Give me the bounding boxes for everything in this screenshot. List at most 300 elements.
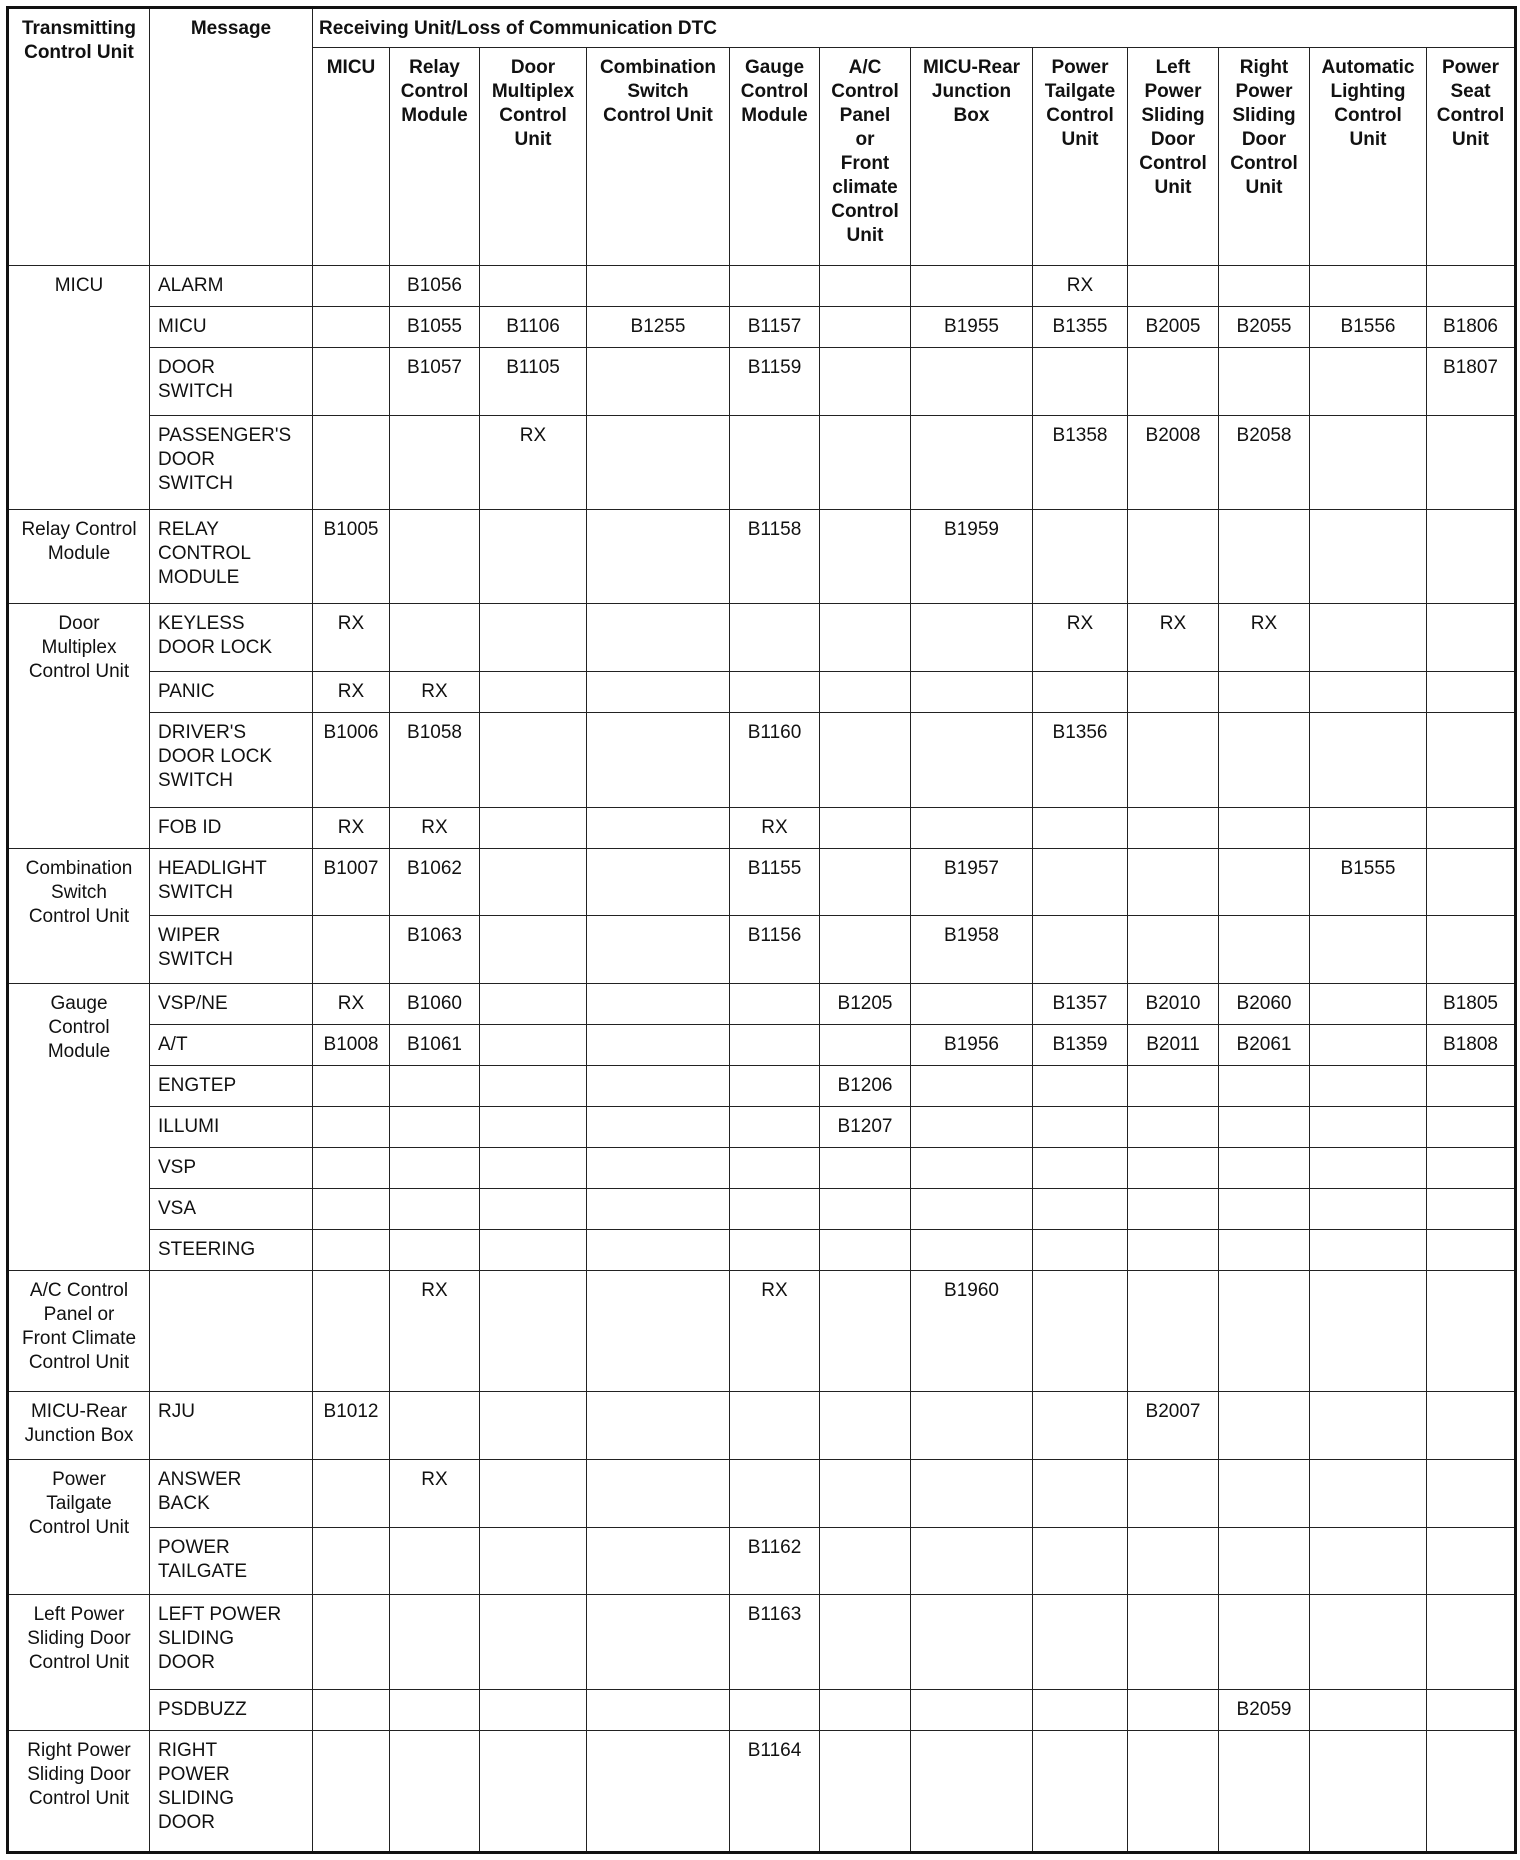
dtc-cell bbox=[1427, 1230, 1516, 1271]
dtc-cell bbox=[911, 415, 1033, 509]
dtc-cell bbox=[480, 1392, 587, 1460]
dtc-cell: B1205 bbox=[820, 983, 911, 1024]
dtc-cell: B1106 bbox=[480, 307, 587, 348]
dtc-cell bbox=[1427, 1392, 1516, 1460]
dtc-cell bbox=[1427, 1730, 1516, 1852]
dtc-cell bbox=[730, 672, 820, 713]
dtc-cell: B1555 bbox=[1310, 848, 1427, 916]
dtc-cell bbox=[480, 807, 587, 848]
transmitting-unit-cell: MICU-Rear Junction Box bbox=[8, 1392, 150, 1460]
dtc-cell: B1355 bbox=[1033, 307, 1128, 348]
table-row bbox=[8, 604, 1516, 672]
dtc-cell: B2058 bbox=[1219, 415, 1310, 509]
dtc-cell bbox=[480, 1148, 587, 1189]
dtc-cell bbox=[1128, 1189, 1219, 1230]
dtc-cell bbox=[587, 1107, 730, 1148]
dtc-cell bbox=[1128, 510, 1219, 604]
dtc-cell bbox=[730, 604, 820, 672]
receiving-unit-col-header: Combination Switch Control Unit bbox=[587, 48, 730, 266]
dtc-cell bbox=[1033, 1230, 1128, 1271]
table-row bbox=[8, 807, 1516, 848]
dtc-cell bbox=[1310, 1392, 1427, 1460]
dtc-cell bbox=[1310, 807, 1427, 848]
dtc-cell: B1160 bbox=[730, 713, 820, 807]
dtc-cell bbox=[587, 348, 730, 416]
dtc-cell bbox=[1310, 1107, 1427, 1148]
dtc-cell bbox=[730, 1107, 820, 1148]
message-cell: RELAY CONTROL MODULE bbox=[150, 510, 313, 604]
dtc-cell: RX bbox=[390, 672, 480, 713]
dtc-cell bbox=[313, 415, 390, 509]
dtc-cell bbox=[1033, 348, 1128, 416]
dtc-cell bbox=[820, 1527, 911, 1595]
dtc-cell bbox=[587, 1459, 730, 1527]
message-cell: PANIC bbox=[150, 672, 313, 713]
dtc-cell bbox=[587, 1527, 730, 1595]
dtc-cell bbox=[820, 1189, 911, 1230]
dtc-cell bbox=[390, 1527, 480, 1595]
message-cell: KEYLESS DOOR LOCK bbox=[150, 604, 313, 672]
dtc-cell bbox=[911, 807, 1033, 848]
dtc-cell bbox=[480, 604, 587, 672]
receiving-unit-col-header: MICU-Rear Junction Box bbox=[911, 48, 1033, 266]
dtc-cell: B1155 bbox=[730, 848, 820, 916]
dtc-cell bbox=[480, 983, 587, 1024]
dtc-cell: RX bbox=[730, 1271, 820, 1392]
dtc-cell bbox=[1310, 1730, 1427, 1852]
dtc-cell: B1206 bbox=[820, 1066, 911, 1107]
dtc-cell bbox=[1219, 1148, 1310, 1189]
dtc-cell: RX bbox=[1033, 266, 1128, 307]
message-cell: FOB ID bbox=[150, 807, 313, 848]
message-cell: RIGHT POWER SLIDING DOOR bbox=[150, 1730, 313, 1852]
dtc-cell bbox=[1310, 1189, 1427, 1230]
dtc-cell bbox=[730, 415, 820, 509]
dtc-cell bbox=[1219, 1230, 1310, 1271]
dtc-cell bbox=[390, 1107, 480, 1148]
dtc-cell bbox=[390, 1689, 480, 1730]
dtc-cell: B1056 bbox=[390, 266, 480, 307]
dtc-cell: B1058 bbox=[390, 713, 480, 807]
dtc-cell bbox=[480, 1024, 587, 1065]
dtc-cell bbox=[1033, 848, 1128, 916]
table-row bbox=[8, 1595, 1516, 1689]
dtc-cell bbox=[1033, 1730, 1128, 1852]
dtc-cell bbox=[390, 510, 480, 604]
dtc-cell bbox=[1427, 604, 1516, 672]
dtc-cell bbox=[820, 1024, 911, 1065]
message-cell: PSDBUZZ bbox=[150, 1689, 313, 1730]
dtc-cell bbox=[730, 1024, 820, 1065]
dtc-cell bbox=[820, 307, 911, 348]
dtc-cell bbox=[1219, 1595, 1310, 1689]
receiving-unit-col-header: Gauge Control Module bbox=[730, 48, 820, 266]
dtc-cell bbox=[1219, 1392, 1310, 1460]
dtc-cell bbox=[911, 713, 1033, 807]
dtc-cell bbox=[313, 1189, 390, 1230]
dtc-cell: RX bbox=[1128, 604, 1219, 672]
dtc-cell bbox=[1427, 672, 1516, 713]
dtc-cell bbox=[1219, 1271, 1310, 1392]
dtc-cell: B1006 bbox=[313, 713, 390, 807]
dtc-cell: B2005 bbox=[1128, 307, 1219, 348]
dtc-cell: B1105 bbox=[480, 348, 587, 416]
transmitting-unit-cell: Door Multiplex Control Unit bbox=[8, 604, 150, 848]
dtc-cell bbox=[1219, 266, 1310, 307]
dtc-cell bbox=[480, 1230, 587, 1271]
table-row bbox=[8, 848, 1516, 916]
dtc-cell bbox=[911, 348, 1033, 416]
dtc-cell bbox=[587, 266, 730, 307]
dtc-cell bbox=[911, 983, 1033, 1024]
dtc-cell: B1159 bbox=[730, 348, 820, 416]
dtc-cell bbox=[1033, 916, 1128, 984]
message-cell: DRIVER'S DOOR LOCK SWITCH bbox=[150, 713, 313, 807]
dtc-cell bbox=[313, 1459, 390, 1527]
dtc-cell bbox=[480, 1066, 587, 1107]
table-row bbox=[8, 1730, 1516, 1852]
dtc-cell bbox=[1427, 848, 1516, 916]
dtc-cell bbox=[1310, 983, 1427, 1024]
dtc-cell: B1805 bbox=[1427, 983, 1516, 1024]
table-row bbox=[8, 713, 1516, 807]
dtc-cell bbox=[911, 604, 1033, 672]
dtc-cell bbox=[820, 510, 911, 604]
dtc-cell bbox=[1310, 1148, 1427, 1189]
dtc-cell bbox=[1427, 1271, 1516, 1392]
dtc-cell bbox=[730, 983, 820, 1024]
dtc-cell bbox=[587, 415, 730, 509]
dtc-cell bbox=[313, 348, 390, 416]
dtc-cell bbox=[390, 1392, 480, 1460]
dtc-cell bbox=[480, 1189, 587, 1230]
dtc-cell bbox=[587, 848, 730, 916]
dtc-cell: B1163 bbox=[730, 1595, 820, 1689]
dtc-cell bbox=[911, 1730, 1033, 1852]
dtc-cell bbox=[587, 1024, 730, 1065]
dtc-cell bbox=[1310, 604, 1427, 672]
dtc-cell bbox=[1310, 415, 1427, 509]
dtc-table bbox=[6, 6, 1517, 1854]
dtc-cell bbox=[911, 1689, 1033, 1730]
dtc-cell: B1162 bbox=[730, 1527, 820, 1595]
dtc-cell bbox=[911, 1066, 1033, 1107]
message-cell: HEADLIGHT SWITCH bbox=[150, 848, 313, 916]
dtc-cell bbox=[313, 1730, 390, 1852]
dtc-cell bbox=[1128, 348, 1219, 416]
dtc-cell: RX bbox=[480, 415, 587, 509]
dtc-cell bbox=[911, 1107, 1033, 1148]
dtc-cell bbox=[1427, 807, 1516, 848]
message-header: Message bbox=[150, 8, 313, 266]
dtc-cell bbox=[313, 1527, 390, 1595]
table-row bbox=[8, 348, 1516, 416]
dtc-cell bbox=[390, 1230, 480, 1271]
table-body bbox=[8, 266, 1516, 1853]
dtc-cell bbox=[911, 1148, 1033, 1189]
dtc-cell bbox=[1128, 1730, 1219, 1852]
receiving-unit-col-header: Automatic Lighting Control Unit bbox=[1310, 48, 1427, 266]
message-cell: ILLUMI bbox=[150, 1107, 313, 1148]
dtc-cell bbox=[820, 348, 911, 416]
dtc-cell bbox=[1128, 266, 1219, 307]
dtc-cell bbox=[1033, 1689, 1128, 1730]
dtc-cell bbox=[820, 848, 911, 916]
dtc-cell bbox=[1219, 1459, 1310, 1527]
dtc-cell bbox=[1310, 510, 1427, 604]
dtc-cell bbox=[1219, 916, 1310, 984]
dtc-cell bbox=[1128, 1066, 1219, 1107]
dtc-cell: B1955 bbox=[911, 307, 1033, 348]
dtc-cell bbox=[1219, 713, 1310, 807]
dtc-cell bbox=[730, 1066, 820, 1107]
dtc-cell: B1005 bbox=[313, 510, 390, 604]
dtc-cell: B2060 bbox=[1219, 983, 1310, 1024]
dtc-cell: B2011 bbox=[1128, 1024, 1219, 1065]
dtc-cell bbox=[587, 1271, 730, 1392]
dtc-cell bbox=[820, 807, 911, 848]
dtc-cell bbox=[1128, 848, 1219, 916]
dtc-cell bbox=[480, 1459, 587, 1527]
dtc-cell bbox=[820, 1595, 911, 1689]
dtc-cell: B1156 bbox=[730, 916, 820, 984]
dtc-cell bbox=[1128, 1689, 1219, 1730]
dtc-cell: B1956 bbox=[911, 1024, 1033, 1065]
dtc-cell: B1164 bbox=[730, 1730, 820, 1852]
dtc-cell bbox=[480, 848, 587, 916]
dtc-cell bbox=[820, 1689, 911, 1730]
dtc-cell bbox=[820, 266, 911, 307]
dtc-cell bbox=[730, 1689, 820, 1730]
dtc-cell: RX bbox=[313, 672, 390, 713]
message-cell: VSA bbox=[150, 1189, 313, 1230]
message-cell: ENGTEP bbox=[150, 1066, 313, 1107]
dtc-cell bbox=[730, 1459, 820, 1527]
dtc-cell bbox=[1427, 1189, 1516, 1230]
dtc-cell bbox=[911, 1527, 1033, 1595]
dtc-cell bbox=[1219, 807, 1310, 848]
dtc-cell bbox=[390, 604, 480, 672]
dtc-cell bbox=[1033, 1189, 1128, 1230]
dtc-cell bbox=[820, 415, 911, 509]
dtc-cell bbox=[480, 1689, 587, 1730]
dtc-cell bbox=[911, 1189, 1033, 1230]
dtc-cell: B1960 bbox=[911, 1271, 1033, 1392]
dtc-cell: B1063 bbox=[390, 916, 480, 984]
dtc-cell bbox=[820, 1230, 911, 1271]
dtc-cell bbox=[587, 604, 730, 672]
dtc-cell bbox=[313, 1595, 390, 1689]
dtc-cell bbox=[1128, 1107, 1219, 1148]
dtc-cell: B2059 bbox=[1219, 1689, 1310, 1730]
dtc-cell bbox=[1033, 1148, 1128, 1189]
transmitting-unit-cell: Power Tailgate Control Unit bbox=[8, 1459, 150, 1594]
dtc-cell bbox=[587, 1689, 730, 1730]
dtc-cell bbox=[1427, 1148, 1516, 1189]
dtc-cell bbox=[587, 916, 730, 984]
dtc-cell bbox=[1219, 1107, 1310, 1148]
table-row bbox=[8, 510, 1516, 604]
dtc-cell bbox=[1128, 1527, 1219, 1595]
table-row bbox=[8, 1271, 1516, 1392]
dtc-cell: RX bbox=[313, 604, 390, 672]
dtc-cell bbox=[1219, 1730, 1310, 1852]
dtc-cell bbox=[1310, 1459, 1427, 1527]
dtc-cell: RX bbox=[390, 1271, 480, 1392]
transmitting-unit-header: Transmitting Control Unit bbox=[8, 8, 150, 266]
dtc-cell bbox=[1427, 1107, 1516, 1148]
dtc-cell: B2061 bbox=[1219, 1024, 1310, 1065]
dtc-cell bbox=[1310, 1066, 1427, 1107]
dtc-cell bbox=[1310, 348, 1427, 416]
dtc-cell bbox=[480, 1730, 587, 1852]
dtc-cell bbox=[587, 672, 730, 713]
dtc-cell bbox=[820, 1459, 911, 1527]
dtc-cell bbox=[911, 266, 1033, 307]
dtc-cell: B1959 bbox=[911, 510, 1033, 604]
receiving-unit-col-header: Power Seat Control Unit bbox=[1427, 48, 1516, 266]
dtc-cell bbox=[480, 1107, 587, 1148]
table-row bbox=[8, 983, 1516, 1024]
dtc-cell bbox=[587, 713, 730, 807]
dtc-cell bbox=[1033, 672, 1128, 713]
dtc-cell bbox=[587, 1148, 730, 1189]
dtc-cell: B1358 bbox=[1033, 415, 1128, 509]
dtc-cell bbox=[1219, 1066, 1310, 1107]
dtc-cell bbox=[1310, 1271, 1427, 1392]
header-row-top bbox=[8, 8, 1516, 48]
dtc-cell bbox=[1427, 1689, 1516, 1730]
dtc-cell bbox=[587, 1595, 730, 1689]
message-cell: VSP bbox=[150, 1148, 313, 1189]
transmitting-unit-cell: Combination Switch Control Unit bbox=[8, 848, 150, 983]
dtc-cell: RX bbox=[730, 807, 820, 848]
dtc-cell: RX bbox=[313, 807, 390, 848]
dtc-cell: B1806 bbox=[1427, 307, 1516, 348]
message-cell: STEERING bbox=[150, 1230, 313, 1271]
dtc-cell bbox=[313, 307, 390, 348]
dtc-cell bbox=[1033, 1527, 1128, 1595]
table-row bbox=[8, 1230, 1516, 1271]
receiving-unit-col-header: Relay Control Module bbox=[390, 48, 480, 266]
dtc-cell bbox=[1219, 1189, 1310, 1230]
dtc-cell bbox=[390, 1066, 480, 1107]
dtc-cell bbox=[1310, 1689, 1427, 1730]
dtc-cell bbox=[911, 1230, 1033, 1271]
dtc-cell bbox=[587, 1189, 730, 1230]
dtc-cell bbox=[820, 1271, 911, 1392]
dtc-cell bbox=[1310, 1527, 1427, 1595]
dtc-cell: B2055 bbox=[1219, 307, 1310, 348]
receiving-unit-col-header: Power Tailgate Control Unit bbox=[1033, 48, 1128, 266]
dtc-cell: B1158 bbox=[730, 510, 820, 604]
dtc-cell bbox=[1427, 1595, 1516, 1689]
dtc-cell bbox=[390, 1730, 480, 1852]
dtc-cell bbox=[390, 1595, 480, 1689]
dtc-cell bbox=[1219, 848, 1310, 916]
dtc-cell bbox=[1219, 1527, 1310, 1595]
dtc-cell bbox=[313, 1066, 390, 1107]
dtc-cell bbox=[587, 1392, 730, 1460]
dtc-cell bbox=[390, 1189, 480, 1230]
receiving-unit-header: Receiving Unit/Loss of Communication DTC bbox=[313, 8, 1516, 48]
dtc-cell bbox=[820, 1730, 911, 1852]
table-row bbox=[8, 1189, 1516, 1230]
dtc-cell bbox=[1427, 916, 1516, 984]
dtc-cell bbox=[480, 916, 587, 984]
message-cell: VSP/NE bbox=[150, 983, 313, 1024]
dtc-cell bbox=[1033, 510, 1128, 604]
message-cell: ANSWER BACK bbox=[150, 1459, 313, 1527]
dtc-cell bbox=[313, 1271, 390, 1392]
dtc-cell bbox=[480, 510, 587, 604]
transmitting-unit-cell: MICU bbox=[8, 266, 150, 510]
table-row bbox=[8, 1107, 1516, 1148]
dtc-cell bbox=[1033, 1595, 1128, 1689]
message-cell: POWER TAILGATE bbox=[150, 1527, 313, 1595]
dtc-cell bbox=[313, 1230, 390, 1271]
table-row bbox=[8, 1066, 1516, 1107]
dtc-cell bbox=[480, 266, 587, 307]
table-row bbox=[8, 307, 1516, 348]
table-row bbox=[8, 916, 1516, 984]
dtc-cell: B1357 bbox=[1033, 983, 1128, 1024]
transmitting-unit-cell: A/C Control Panel or Front Climate Control Unit bbox=[8, 1271, 150, 1392]
dtc-cell bbox=[1033, 1107, 1128, 1148]
message-cell: WIPER SWITCH bbox=[150, 916, 313, 984]
dtc-cell bbox=[390, 415, 480, 509]
dtc-cell: B1055 bbox=[390, 307, 480, 348]
dtc-cell bbox=[730, 1148, 820, 1189]
dtc-cell bbox=[1427, 1459, 1516, 1527]
dtc-cell: B1808 bbox=[1427, 1024, 1516, 1065]
dtc-cell bbox=[1128, 1459, 1219, 1527]
dtc-cell bbox=[1427, 713, 1516, 807]
dtc-cell bbox=[313, 1148, 390, 1189]
dtc-cell: RX bbox=[390, 807, 480, 848]
dtc-cell bbox=[587, 983, 730, 1024]
table-row bbox=[8, 1689, 1516, 1730]
dtc-cell bbox=[1033, 1271, 1128, 1392]
dtc-cell bbox=[911, 1459, 1033, 1527]
dtc-cell bbox=[1310, 1595, 1427, 1689]
dtc-cell: B1008 bbox=[313, 1024, 390, 1065]
dtc-cell bbox=[587, 1230, 730, 1271]
dtc-cell bbox=[1128, 1271, 1219, 1392]
transmitting-unit-cell: Gauge Control Module bbox=[8, 983, 150, 1270]
dtc-cell bbox=[390, 1148, 480, 1189]
message-cell: ALARM bbox=[150, 266, 313, 307]
message-cell: PASSENGER'S DOOR SWITCH bbox=[150, 415, 313, 509]
message-cell: MICU bbox=[150, 307, 313, 348]
dtc-cell bbox=[1128, 672, 1219, 713]
dtc-cell bbox=[1033, 1459, 1128, 1527]
dtc-cell bbox=[1128, 1230, 1219, 1271]
dtc-cell bbox=[1310, 1230, 1427, 1271]
dtc-cell bbox=[1427, 1527, 1516, 1595]
dtc-cell: B1061 bbox=[390, 1024, 480, 1065]
message-cell: RJU bbox=[150, 1392, 313, 1460]
dtc-cell bbox=[480, 713, 587, 807]
dtc-cell bbox=[911, 1392, 1033, 1460]
receiving-unit-col-header: Right Power Sliding Door Control Unit bbox=[1219, 48, 1310, 266]
dtc-cell bbox=[1128, 916, 1219, 984]
dtc-cell bbox=[480, 1271, 587, 1392]
transmitting-unit-cell: Left Power Sliding Door Control Unit bbox=[8, 1595, 150, 1730]
dtc-cell bbox=[313, 916, 390, 984]
dtc-cell: RX bbox=[1219, 604, 1310, 672]
dtc-cell bbox=[1128, 1148, 1219, 1189]
